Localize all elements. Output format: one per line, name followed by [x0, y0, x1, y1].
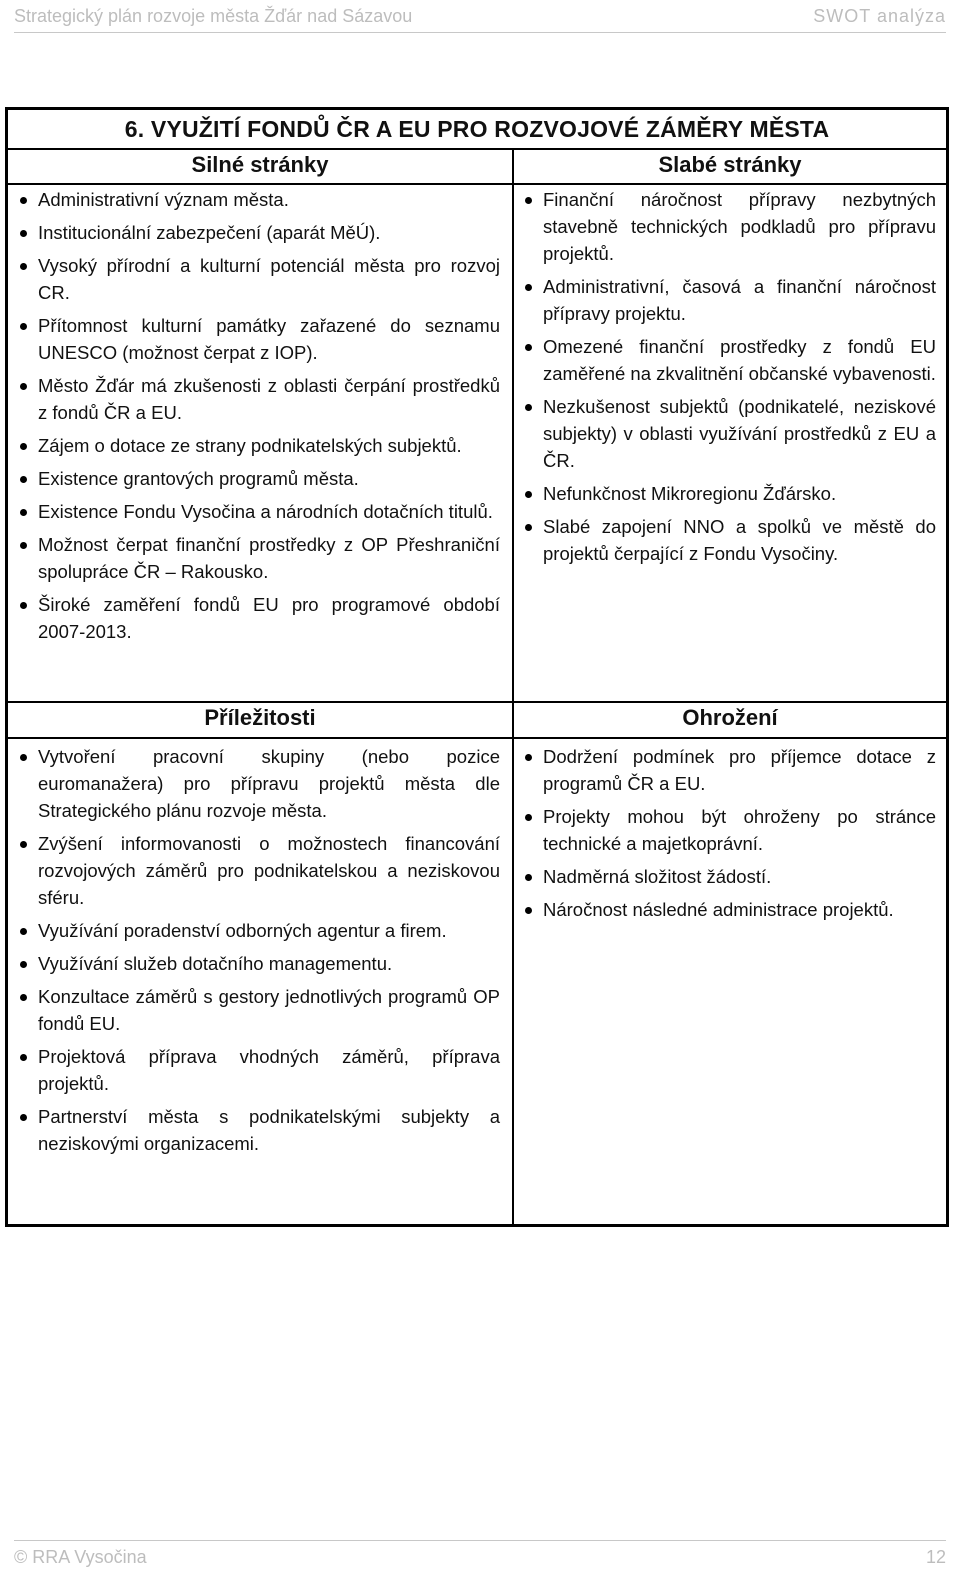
bullet-icon	[20, 509, 27, 516]
bullet-icon	[525, 491, 532, 498]
copyright-text: © RRA Vysočina	[14, 1546, 147, 1567]
bullet-icon	[20, 841, 27, 848]
list-item	[17, 830, 500, 911]
lower-heading-divider	[8, 737, 946, 739]
list-item	[522, 186, 936, 267]
bullet-icon	[525, 284, 532, 291]
list-item	[522, 743, 936, 797]
list-item	[17, 1043, 500, 1097]
list-item-text: Slabé zapojení NNO a spolků ve městě do projektů čerpající z Fondu Vysočiny.	[543, 516, 936, 564]
list-item-text: Konzultace záměrů s gestory jednotlivých programů OP fondů EU.	[38, 986, 500, 1034]
list-item-text: Administrativní, časová a finanční náročnost přípravy projektu.	[543, 276, 936, 324]
bullet-icon	[525, 344, 532, 351]
list-item-text: Institucionální zabezpečení (aparát MěÚ).	[38, 222, 381, 243]
strengths-list	[17, 186, 500, 651]
threats-heading: Ohrožení	[682, 705, 778, 730]
list-item	[17, 591, 500, 645]
list-item-text: Partnerství města s podnikatelskými subjekty a neziskovými organizacemi.	[38, 1106, 500, 1154]
list-item	[17, 312, 500, 366]
list-item	[17, 1103, 500, 1157]
bullet-icon	[525, 754, 532, 761]
list-item-text: Přítomnost kulturní památky zařazené do seznamu UNESCO (možnost čerpat z IOP).	[38, 315, 500, 363]
bullet-icon	[20, 230, 27, 237]
bullet-icon	[20, 754, 27, 761]
list-item-text: Vysoký přírodní a kulturní potenciál města pro rozvoj CR.	[38, 255, 500, 303]
weaknesses-heading: Slabé stránky	[658, 152, 802, 177]
list-item	[522, 393, 936, 474]
page-number: 12	[925, 1546, 946, 1567]
bullet-icon	[20, 602, 27, 609]
opportunities-list	[17, 743, 500, 1163]
weaknesses-list	[522, 186, 936, 573]
list-item-text: Finanční náročnost přípravy nezbytných stavebně technických podkladů pro přípravu projektů.	[543, 189, 936, 264]
threats-list	[522, 743, 936, 929]
list-item	[522, 333, 936, 387]
list-item-text: Nezkušenost subjektů (podnikatelé, neziskové subjekty) v oblasti využívání prostředků z EU a ČR.	[543, 396, 936, 471]
bullet-icon	[20, 323, 27, 330]
bullet-icon	[20, 961, 27, 968]
list-item	[17, 372, 500, 426]
list-item	[17, 917, 500, 944]
bullet-icon	[20, 1114, 27, 1121]
list-item-text: Zájem o dotace ze strany podnikatelských subjektů.	[38, 435, 462, 456]
bullet-icon	[525, 814, 532, 821]
heading-divider	[8, 183, 946, 185]
list-item	[522, 803, 936, 857]
list-item-text: Náročnost následné administrace projektů.	[543, 899, 894, 920]
bullet-icon	[20, 1054, 27, 1061]
running-header	[14, 2, 946, 30]
list-item-text: Nadměrná složitost žádostí.	[543, 866, 772, 887]
bullet-icon	[525, 874, 532, 881]
list-item	[522, 480, 936, 507]
list-item-text: Existence Fondu Vysočina a národních dotačních titulů.	[38, 501, 493, 522]
bullet-icon	[20, 542, 27, 549]
list-item-text: Využívání služeb dotačního managementu.	[38, 953, 393, 974]
swot-table	[5, 107, 949, 1227]
list-item-text: Zvýšení informovanosti o možnostech financování rozvojových záměrů pro podnikatelskou a neziskovou sféru.	[38, 833, 500, 908]
list-item	[522, 896, 936, 923]
bullet-icon	[20, 476, 27, 483]
list-item-text: Existence grantových programů města.	[38, 468, 359, 489]
section-title: SWOT analýza	[813, 5, 946, 26]
list-item-text: Vytvoření pracovní skupiny (nebo pozice euromanažera) pro přípravu projektů města dle Strategického plánu rozvoje města.	[38, 746, 500, 821]
list-item-text: Nefunkčnost Mikroregionu Žďársko.	[543, 483, 837, 504]
list-item	[17, 186, 500, 213]
bullet-icon	[20, 383, 27, 390]
bullet-icon	[20, 263, 27, 270]
table-title: 6. VYUŽITÍ FONDŮ ČR A EU PRO ROZVOJOVÉ ZÁMĚRY MĚSTA	[8, 110, 946, 150]
opportunities-heading: Příležitosti	[204, 705, 316, 730]
list-item	[17, 252, 500, 306]
bullet-icon	[525, 524, 532, 531]
bullet-icon	[20, 197, 27, 204]
list-item-text: Projekty mohou být ohroženy po stránce technické a majetkoprávní.	[543, 806, 936, 854]
running-footer	[14, 1544, 946, 1570]
strengths-heading: Silné stránky	[191, 152, 329, 177]
header-divider	[14, 32, 946, 33]
list-item	[522, 273, 936, 327]
list-item	[522, 863, 936, 890]
list-item	[17, 743, 500, 824]
list-item	[17, 432, 500, 459]
list-item-text: Dodržení podmínek pro příjemce dotace z programů ČR a EU.	[543, 746, 936, 794]
bullet-icon	[525, 404, 532, 411]
list-item	[17, 465, 500, 492]
list-item-text: Široké zaměření fondů EU pro programové období 2007-2013.	[38, 594, 500, 642]
column-divider	[512, 148, 514, 1224]
bullet-icon	[525, 907, 532, 914]
bullet-icon	[20, 928, 27, 935]
list-item-text: Možnost čerpat finanční prostředky z OP Přeshraniční spolupráce ČR – Rakousko.	[38, 534, 500, 582]
list-item	[17, 498, 500, 525]
bullet-icon	[20, 443, 27, 450]
list-item-text: Omezené finanční prostředky z fondů EU zaměřené na zkvalitnění občanské vybavenosti.	[543, 336, 936, 384]
list-item	[17, 950, 500, 977]
list-item-text: Město Žďár má zkušenosti z oblasti čerpání prostředků z fondů ČR a EU.	[38, 375, 500, 423]
footer-divider	[14, 1540, 946, 1541]
list-item	[17, 219, 500, 246]
list-item	[522, 513, 936, 567]
list-item-text: Projektová příprava vhodných záměrů, příprava projektů.	[38, 1046, 500, 1094]
list-item	[17, 531, 500, 585]
list-item-text: Administrativní význam města.	[38, 189, 289, 210]
bullet-icon	[20, 994, 27, 1001]
document-title: Strategický plán rozvoje města Žďár nad Sázavou	[14, 5, 413, 26]
list-item	[17, 983, 500, 1037]
list-item-text: Využívání poradenství odborných agentur a firem.	[38, 920, 447, 941]
bullet-icon	[525, 197, 532, 204]
